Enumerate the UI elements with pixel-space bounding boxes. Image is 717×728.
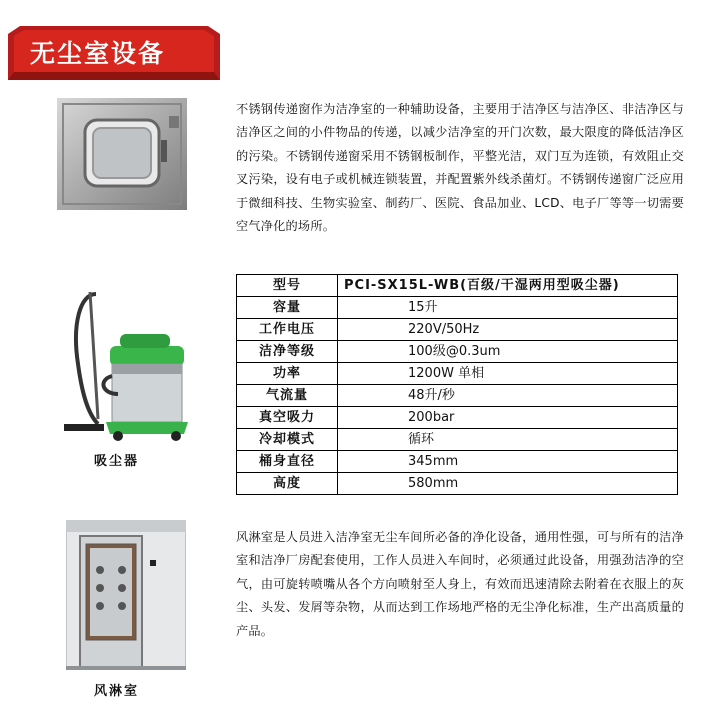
table-row — [237, 385, 678, 407]
air-shower-description: 风淋室是人员进入洁净室无尘车间所必备的净化设备，通用性强，可与所有的洁净室和洁净厂房配套使用，工作人员进入车间时，必须通过此设备，用强劲洁净的空气，由可旋转喷嘴从各个方向喷射至人身上，有效而迅速清除去附着在衣服上的灰尘、头发、发屑等杂物，从而达到工作场地严格的无尘净化标准，生产出高质量的产品。 — [236, 530, 684, 638]
air-shower-caption: 风淋室 — [94, 684, 140, 699]
spec-value: 48升/秒 — [338, 385, 678, 407]
pass-box-image — [57, 98, 187, 210]
spec-value: 200bar — [338, 407, 678, 429]
spec-value: 580mm — [338, 473, 678, 495]
table-row — [237, 363, 678, 385]
spec-key: 工作电压 — [237, 319, 338, 341]
spec-value: 15升 — [338, 297, 678, 319]
pass-box-description: 不锈钢传递窗作为洁净室的一种辅助设备，主要用于洁净区与洁净区、非洁净区与洁净区之间的小件物品的传递，以减少洁净室的开门次数，最大限度的降低洁净区的污染。不锈钢传递窗采用不锈钢板制作，平整光洁，双门互为连锁，有效阻止交叉污染，设有电子或机械连锁装置，并配置紫外线杀菌灯。不锈钢传递窗广泛应用于微细科技、生物实验室、制药厂、医院、食品加业、LCD、电子厂等等一切需要空气净化的场所。 — [236, 102, 684, 234]
spec-key: 高度 — [237, 473, 338, 495]
spec-key: 功率 — [237, 363, 338, 385]
spec-value: 1200W 单相 — [338, 363, 678, 385]
vacuum-caption: 吸尘器 — [94, 454, 140, 469]
table-row — [237, 341, 678, 363]
spec-value: 循环 — [338, 429, 678, 451]
air-shower-image — [66, 520, 186, 670]
table-row — [237, 429, 678, 451]
spec-value: 220V/50Hz — [338, 319, 678, 341]
table-row — [237, 275, 678, 297]
spec-key: 桶身直径 — [237, 451, 338, 473]
spec-key: 真空吸力 — [237, 407, 338, 429]
spec-value: 100级@0.3um — [338, 341, 678, 363]
table-row — [237, 451, 678, 473]
spec-key: 气流量 — [237, 385, 338, 407]
vacuum-spec-table — [236, 274, 678, 495]
spec-key: 冷却模式 — [237, 429, 338, 451]
spec-value: 345mm — [338, 451, 678, 473]
table-row — [237, 473, 678, 495]
spec-value: PCI-SX15L-WB(百级/干湿两用型吸尘器) — [338, 275, 678, 297]
spec-key: 型号 — [237, 275, 338, 297]
table-row — [237, 297, 678, 319]
table-row — [237, 319, 678, 341]
spec-key: 洁净等级 — [237, 341, 338, 363]
page-title: 无尘室设备 — [30, 39, 166, 68]
spec-key: 容量 — [237, 297, 338, 319]
vacuum-cleaner-image — [58, 284, 188, 444]
table-row — [237, 407, 678, 429]
